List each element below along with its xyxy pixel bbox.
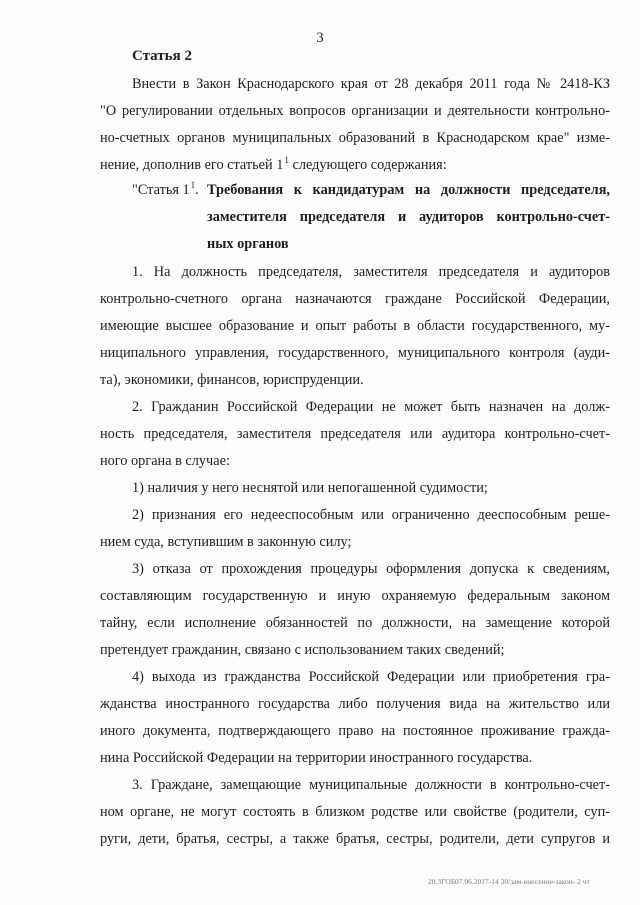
intro-line: но-счетных органов муниципальных образований в Краснодарском крае" изме- [100,130,610,146]
intro-line-text: нение, дополнив его статьей 1 [100,157,284,173]
intro-line: "О регулировании отдельных вопросов организации и деятельности контрольно- [100,103,610,119]
paragraph-line: та), экономики, финансов, юриспруденции. [100,372,364,388]
paragraph-line: 1) наличия у него неснятой или непогашенной судимости; [132,480,488,496]
paragraph-line: претендует гражданин, связано с использованием таких сведений; [100,642,505,658]
paragraph-line: контрольно-счетного органа назначаются граждане Российской Федерации, [100,291,610,307]
paragraph-line: 4) выхода из гражданства Российской Федерации или приобретения гра- [132,669,610,685]
paragraph-line: 2. Гражданин Российской Федерации не может быть назначен на долж- [132,399,610,415]
paragraph-line: 2) признания его недееспособным или ограниченно дееспособным реше- [132,507,610,523]
paragraph-line: нием суда, вступившим в законную силу; [100,534,352,550]
paragraph-line: 3) отказа от прохождения процедуры оформления допуска к сведениям, [132,561,610,577]
paragraph-line: составляющим государственную и иную охраняемую федеральным законом [100,588,610,604]
paragraph-line: руги, дети, братья, сестры, а также братья, сестры, родители, дети супругов и [100,831,610,847]
paragraph-line: нина Российской Федерации на территории иностранного государства. [100,750,533,766]
paragraph-line: ном органе, не могут состоять в близком родстве или свойстве (родители, суп- [100,804,610,820]
article-label-superscript: 1 [190,180,196,190]
paragraph-line: иного документа, подтверждающего право на постоянное проживание гражда- [100,723,610,739]
intro-line: Внести в Закон Краснодарского края от 28 декабря 2011 года № 2418-КЗ [132,76,610,92]
intro-superscript: 1 [284,155,289,165]
paragraph-line: 1. На должность председателя, заместителя председателя и аудиторов [132,264,610,280]
article-heading: Статья 2 [132,48,192,64]
paragraph-line: ного органа в случае: [100,453,230,469]
intro-line-tail: следующего содержания: [288,157,447,173]
article-title-line: ных органов [207,236,289,252]
paragraph-line: ниципального управления, государственного, муниципального контроля (ауди- [100,345,610,361]
paragraph-line: ность председателя, заместителя председателя или аудитора контрольно-счет- [100,426,610,442]
document-footer: 20.3ГОБ07.06.2017-14 30/зам-внесение-закон- 2 чт [428,877,590,886]
article-title-line: Требования к кандидатурам на должности председателя, [207,182,610,198]
paragraph-line: имеющие высшее образование и опыт работы в области государственного, му- [100,318,610,334]
page-number: 3 [316,30,324,46]
article-label-tail: . [195,182,199,198]
article-title-line: заместителя председателя и аудиторов контрольно-счет- [207,209,610,225]
paragraph-line: жданства иностранного государства либо получения вида на жительство или [100,696,610,712]
paragraph-line: 3. Граждане, замещающие муниципальные должности в контрольно-счет- [132,777,610,793]
article-label-text: "Статья 1 [132,182,190,198]
intro-line-last [100,156,610,175]
paragraph-line: тайну, если исполнение обязанностей по должности, на замещение которой [100,615,610,631]
